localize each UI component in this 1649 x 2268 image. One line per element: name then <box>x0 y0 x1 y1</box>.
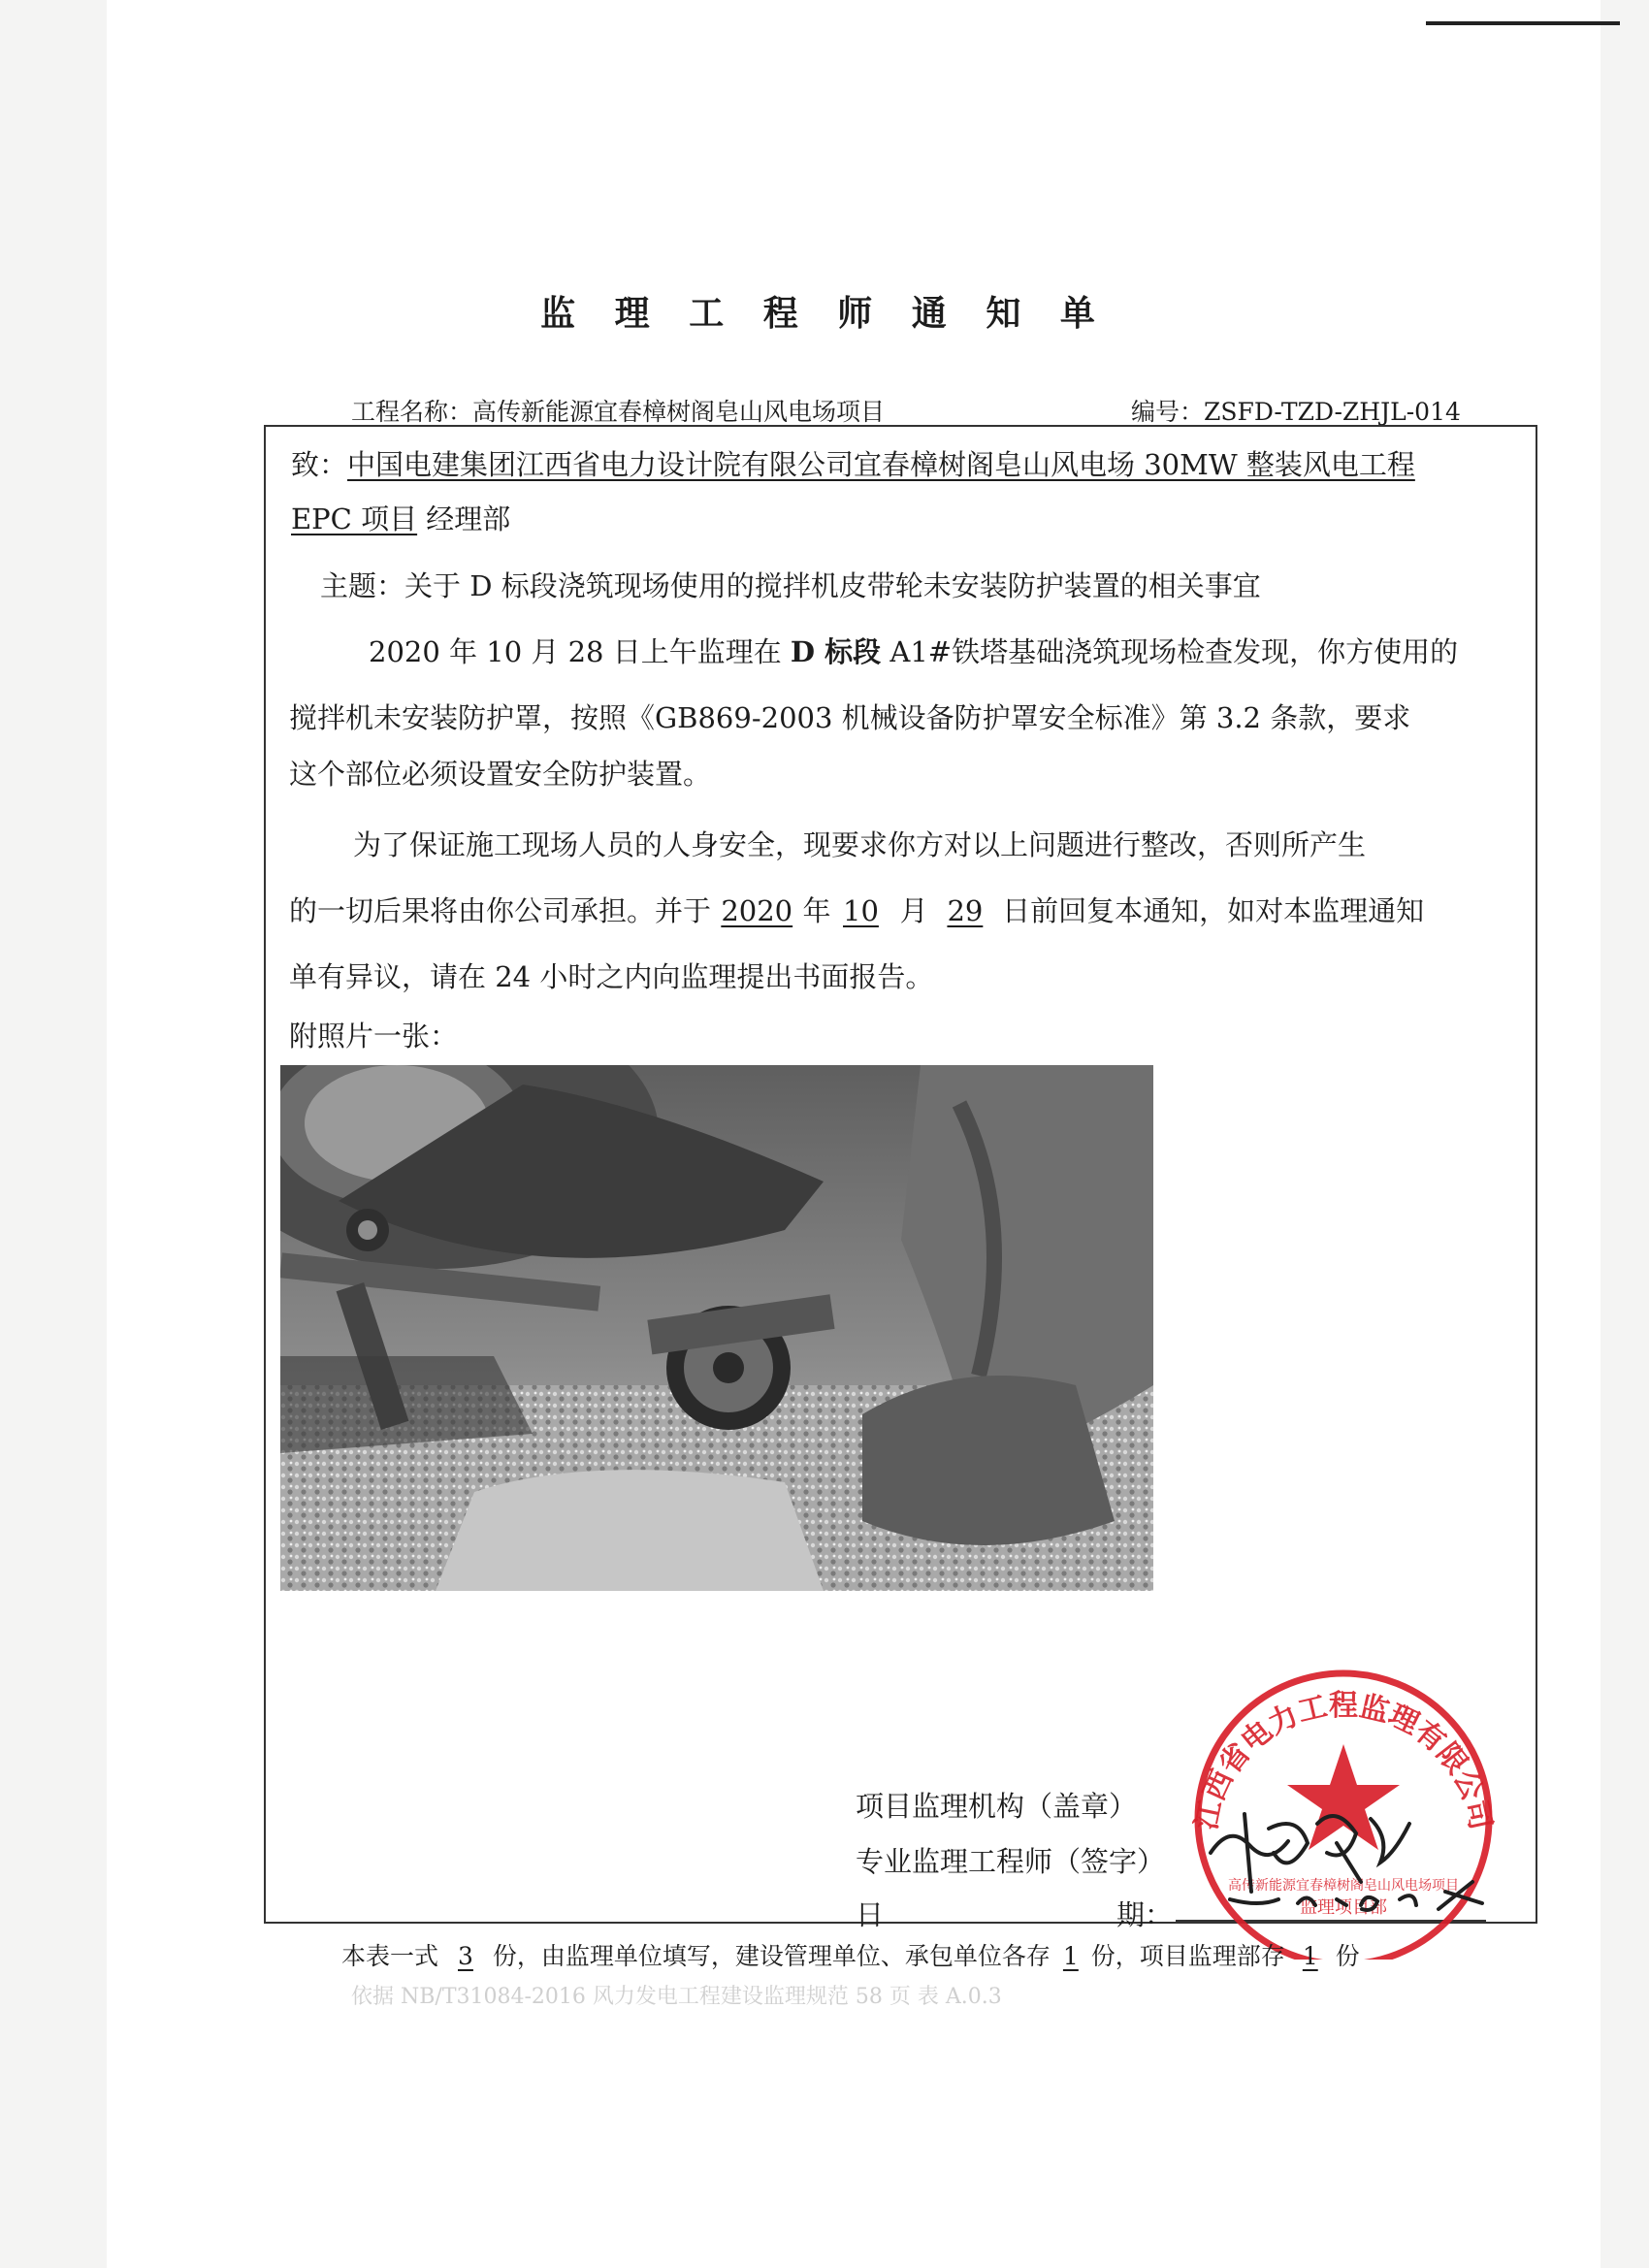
para1-text-c: A1#铁塔基础浇筑现场检查发现，你方使用的 <box>881 635 1459 668</box>
recipient-line-2 <box>291 498 510 537</box>
seal-outer-text: 江西省电力工程监理有限公司 <box>1189 1689 1498 1833</box>
seal-dept-text: 监理项目部 <box>1300 1897 1387 1918</box>
recipient-dept: 经理部 <box>417 502 511 535</box>
project-label: 工程名称： <box>351 398 473 426</box>
para2-text-d: 日前回复本通知，如对本监理通知 <box>992 894 1425 927</box>
para1-line1 <box>369 631 1458 670</box>
recipient-name-1: 中国电建集团江西省电力设计院有限公司宜春樟树阁皂山风电场 30MW 整装风电工程 <box>347 448 1415 481</box>
footer-copies-each: 1 <box>1062 1942 1079 1970</box>
footer-text-d: 份 <box>1327 1942 1360 1970</box>
subject-value: 关于 D 标段浇筑现场使用的搅拌机皮带轮未安装防护装置的相关事宜 <box>404 569 1261 602</box>
para1-text-a: 2020 年 10 月 28 日上午监理在 <box>369 635 791 668</box>
footer-copies <box>341 1937 1360 1972</box>
para1-line2: 搅拌机未安装防护罩，按照《GB869-2003 机械设备防护罩安全标准》第 3.2 条款，要求 <box>289 701 1411 734</box>
serial-number <box>1131 393 1461 428</box>
signoff-date-char-1: 日 <box>856 1898 885 1931</box>
project-name <box>351 393 885 428</box>
para2-line1: 为了保证施工现场人员的人身安全，现要求你方对以上问题进行整改，否则所产生 <box>353 828 1367 861</box>
reply-year: 2020 <box>721 894 793 927</box>
engineer-signature <box>1191 1785 1521 1930</box>
para1-section: D 标段 <box>790 635 882 668</box>
recipient-line-1 <box>291 443 1415 483</box>
footer-copies-dept: 1 <box>1302 1942 1318 1970</box>
subject-label: 主题： <box>320 569 405 602</box>
signoff-org: 项目监理机构（盖章） <box>856 1790 1138 1823</box>
para2-text-a: 的一切后果将由你公司承担。并于 <box>289 894 721 927</box>
document-title: 监 理 工 程 师 通 知 单 <box>540 294 1109 334</box>
para2-line2 <box>289 890 1424 929</box>
recipient-label: 致： <box>291 448 348 481</box>
seal-project-text: 高传新能源宜春樟树阁皂山风电场项目 <box>1228 1878 1459 1894</box>
para2-line3: 单有异议，请在 24 小时之内向监理提出书面报告。 <box>289 960 934 993</box>
site-photo <box>280 1065 1153 1591</box>
footer-text-c: 份，项目监理部存 <box>1083 1942 1293 1970</box>
subject-line <box>320 565 1261 604</box>
para1-line3: 这个部位必须设置安全防护装置。 <box>289 758 712 791</box>
reply-day: 29 <box>947 894 984 927</box>
reply-month: 10 <box>843 894 879 927</box>
footer-text-a: 本表一式 <box>341 1942 446 1970</box>
serial-label: 编号： <box>1131 398 1205 426</box>
para2-month-unit: 月 <box>890 894 937 927</box>
signoff-date-char-2: 期： <box>1116 1898 1174 1931</box>
serial-value: ZSFD-TZD-ZHJL-014 <box>1204 398 1461 426</box>
signoff-engineer: 专业监理工程师（签字） <box>856 1845 1166 1878</box>
para2-year-unit: 年 <box>793 894 831 927</box>
footer-copies-total: 3 <box>458 1942 473 1970</box>
footer-text-b: 份，由监理单位填写，建设管理单位、承包单位各存 <box>484 1942 1058 1970</box>
project-value: 高传新能源宜春樟树阁皂山风电场项目 <box>472 398 886 426</box>
scan-edge-line <box>1426 21 1620 25</box>
signature-date-text: 2020.10.28 <box>1455 1919 1511 1929</box>
attachment-label: 附照片一张： <box>289 1020 459 1053</box>
footer-basis: 依据 NB/T31084-2016 风力发电工程建设监理规范 58 页 表 A.0.3 <box>351 1985 1002 2009</box>
recipient-name-2: EPC 项目 <box>291 502 418 535</box>
